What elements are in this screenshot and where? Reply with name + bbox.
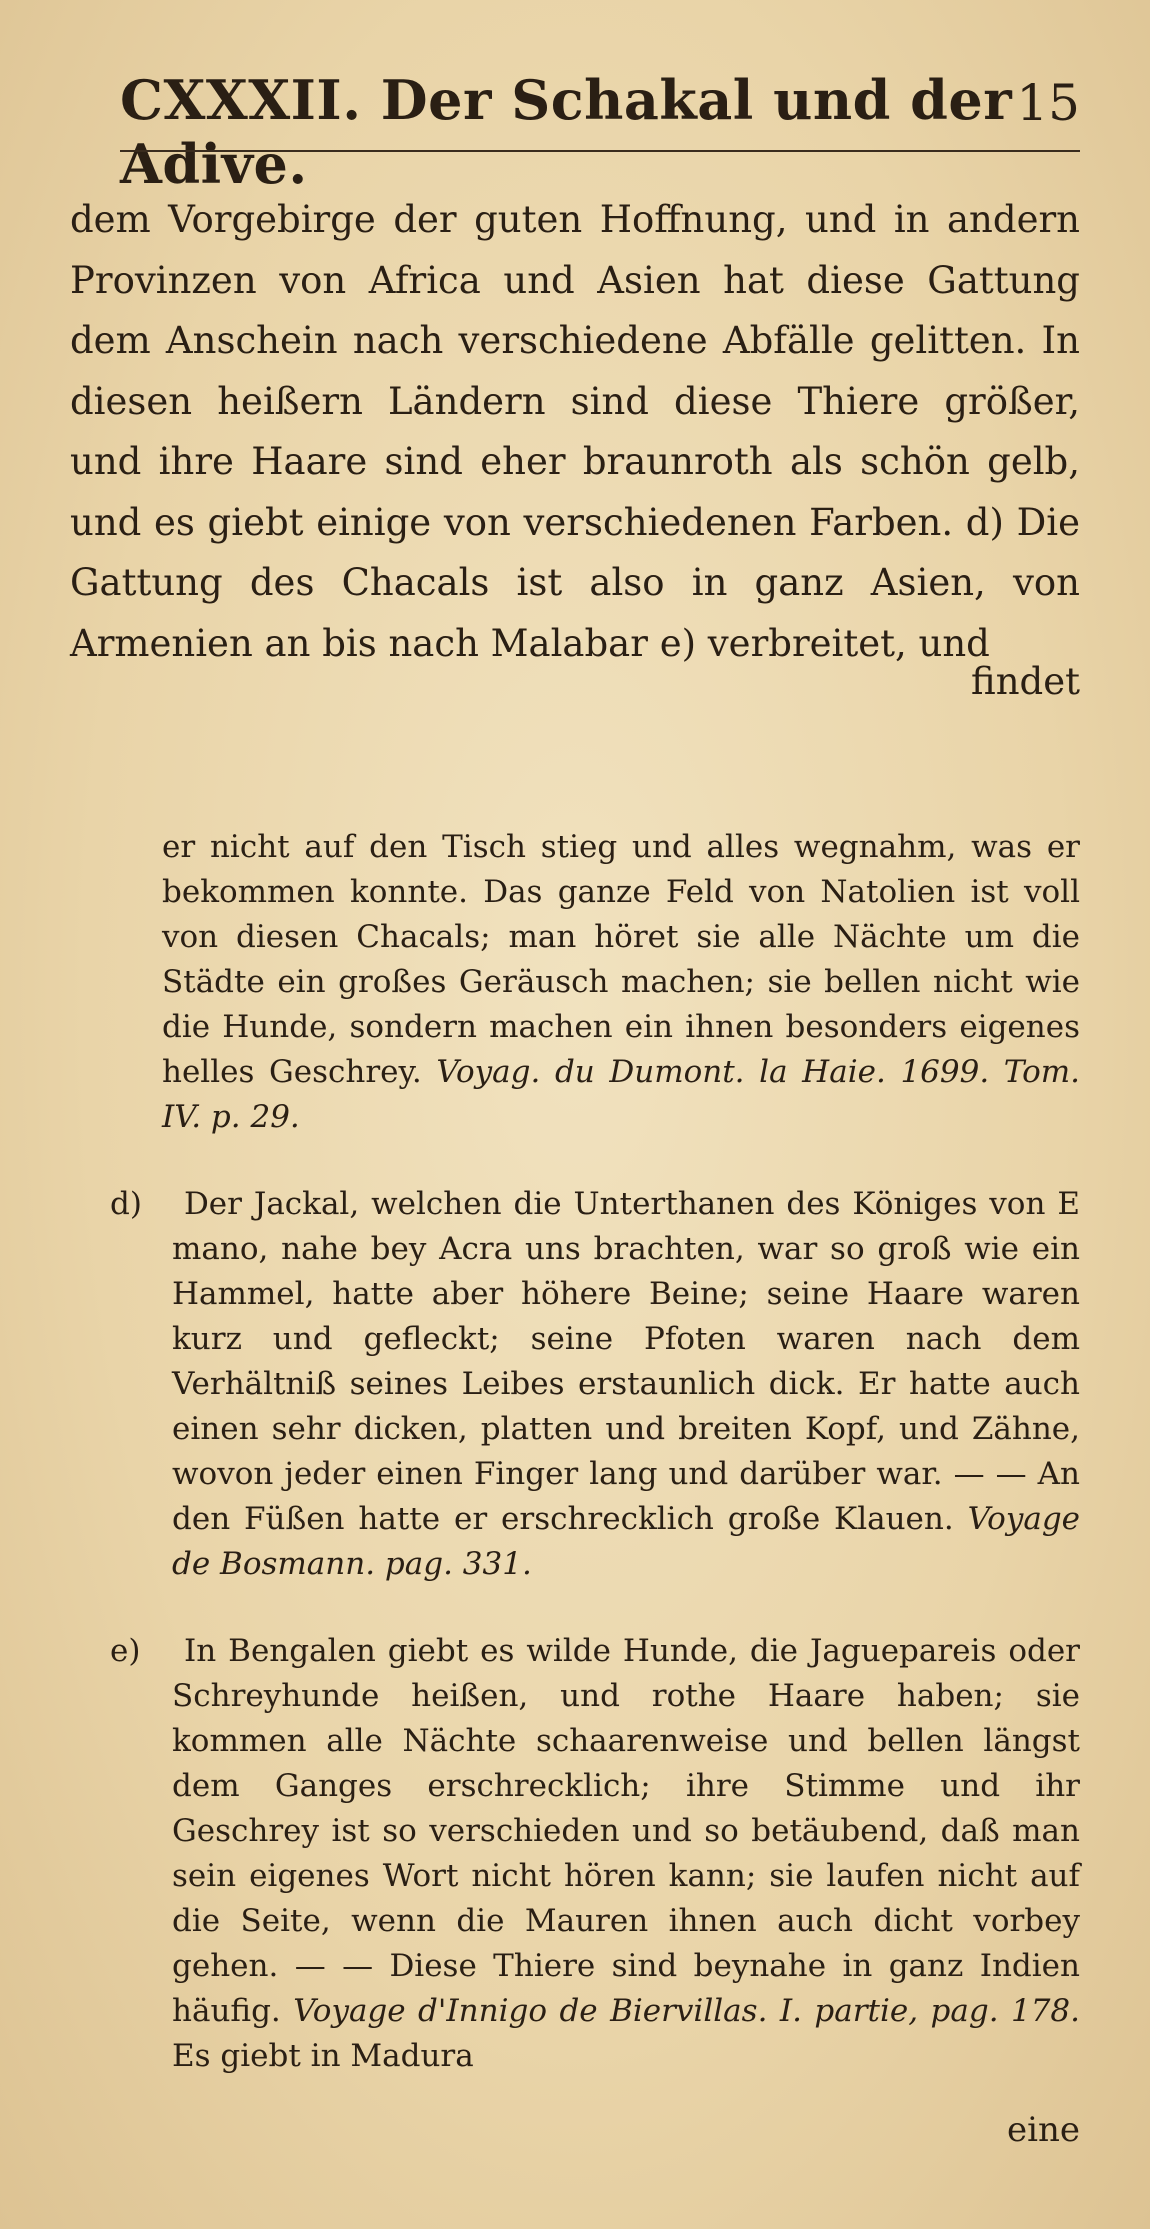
footnote-citation: Voyag. du Dumont. la Haie. 1699. Tom. IV. p. 29. [162, 1054, 1080, 1135]
bottom-catchword: eine [1006, 2110, 1080, 2150]
running-header [120, 68, 1080, 196]
footnote-citation: Voyage d'Innigo de Biervillas. I. partie, pag. 178. [293, 1993, 1081, 2029]
footnote-continued [110, 825, 1080, 1140]
footnote-text: er nicht auf den Tisch stieg und alles wegnahm, was er bekommen konnte. Das ganze Feld von Natolien ist voll von diesen Chacals; man höret sie alle Nächte um die Städte ein großes Geräusch machen; sie bellen nicht wie die Hunde, sondern machen ein ihnen besonders eigenes helles Geschrey. [162, 829, 1080, 1090]
footnote-text: Der Jackal, welchen die Unterthanen des Königes von E mano, nahe bey Acra uns brachten, war so groß wie ein Hammel, hatte aber höhere Beine; seine Haare waren kurz und gefleckt; seine Pfoten waren nach dem Verhältniß seines Leibes erstaunlich dick. Er hatte auch einen sehr dicken, platten und breiten Kopf, und Zähne, wovon jeder einen Finger lang und darüber war. — — An den Füßen hatte er erschrecklich große Klauen. [172, 1186, 1080, 1537]
footnote-label: d) [110, 1186, 142, 1222]
footnotes [110, 825, 1080, 2121]
footnote-citation: Voyage de Bosmann. pag. 331. [172, 1501, 1081, 1582]
main-text-block [70, 190, 1080, 674]
header-rule [120, 150, 1080, 152]
footnote-label: e) [110, 1633, 141, 1669]
catchword: findet [971, 660, 1080, 703]
chapter-title: CXXXII. Der Schakal und der Adive. [120, 68, 1013, 196]
footnote-d [110, 1182, 1080, 1587]
footnote-text: In Bengalen giebt es wilde Hunde, die Jaguepareis oder Schreyhunde heißen, und rothe Haare haben; sie kommen alle Nächte schaarenweise und bellen längst dem Ganges erschrecklich; ihre Stimme und ihr Geschrey ist so verschieden und so betäubend, daß man sein eigenes Wort nicht hören kann; sie laufen nicht auf die Seite, wenn die Mauren ihnen auch dicht vorbey gehen. — — Diese Thiere sind beynahe in ganz Indien häufig. [172, 1633, 1080, 2029]
footnote-e [110, 1629, 1080, 2079]
page-number: 15 [1016, 74, 1080, 132]
footnote-tail: Es giebt in Madura [172, 2038, 474, 2074]
main-paragraph: dem Vorgebirge der guten Hoffnung, und in andern Provinzen von Africa und Asien hat diese Gattung dem Anschein nach verschiedene Abfälle gelitten. In diesen heißern Ländern sind diese Thiere größer, und ihre Haare sind eher braunroth als schön gelb, und es giebt einige von verschiedenen Farben. d) Die Gattung des Chacals ist also in ganz Asien, von Armenien an bis nach Malabar e) verbreitet, und [70, 198, 1080, 665]
